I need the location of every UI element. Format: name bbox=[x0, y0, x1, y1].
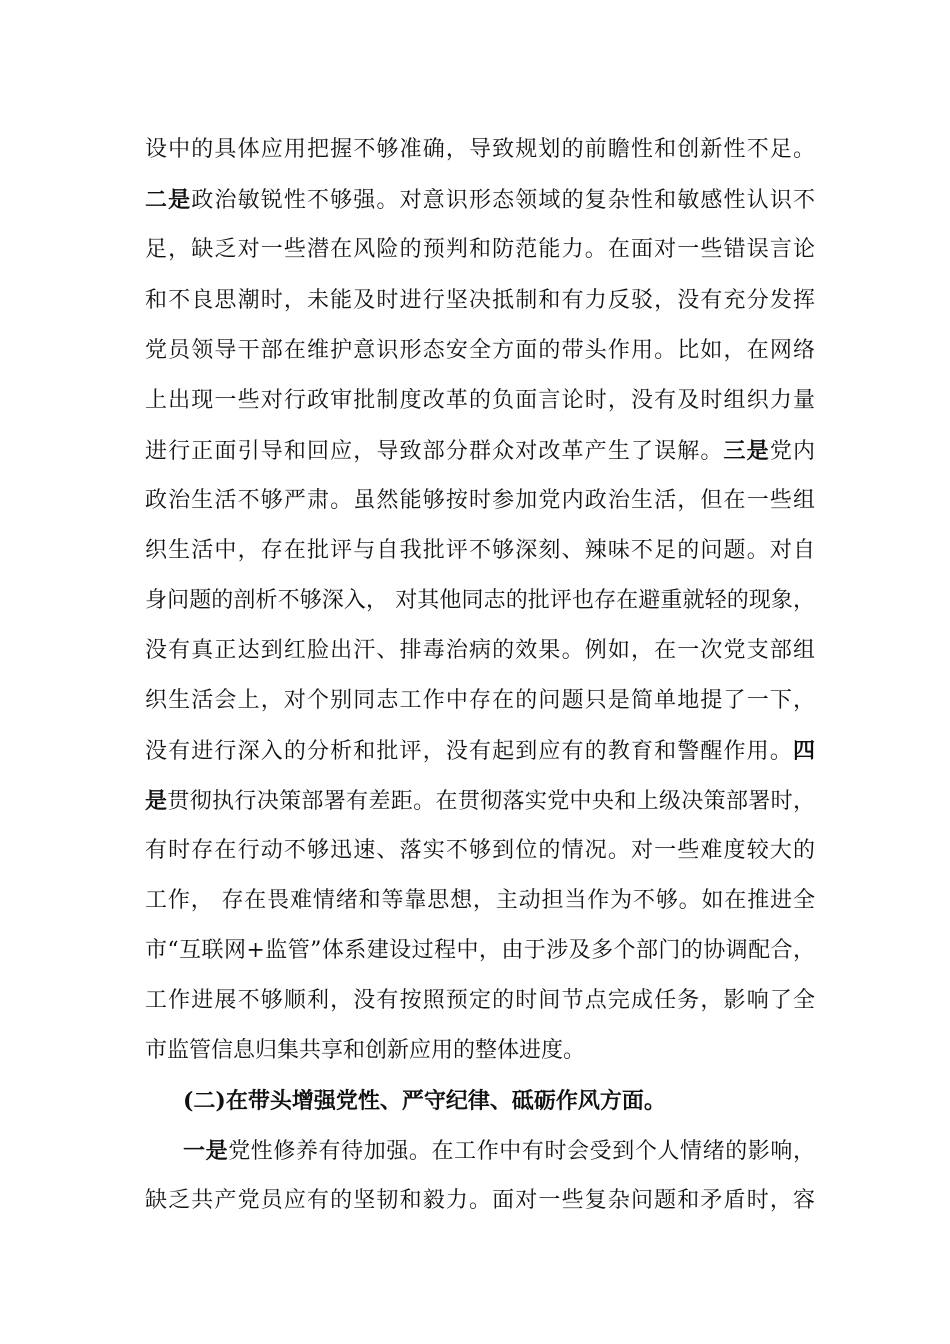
text-run: 有时存在行动不够迅速、落实不够到位的情况。对一些难度较大的 bbox=[145, 838, 815, 863]
text-line bbox=[145, 436, 815, 467]
text-line bbox=[145, 536, 815, 566]
text-line bbox=[145, 786, 815, 817]
text-run: 和不良思潮时，未能及时进行坚决抵制和有力反驳，没有充分发挥 bbox=[145, 288, 815, 313]
text-run: 没有真正达到红脸出汗、排毒治病的效果。例如，在一次党支部组 bbox=[145, 638, 815, 663]
text-run: 党性修养有待加强。在工作中有时会受到个人情绪的影响， bbox=[228, 1139, 815, 1164]
text-run: 织生活会上，对个别同志工作中存在的问题只是简单地提了一下， bbox=[145, 688, 815, 713]
text-line bbox=[145, 386, 815, 416]
text-line bbox=[145, 1186, 815, 1216]
text-run: 工作， 存在畏难情绪和等靠思想，主动担当作为不够。如在推进全 bbox=[145, 888, 815, 913]
text-line bbox=[145, 286, 815, 316]
text-line bbox=[145, 185, 815, 216]
text-run: 进行正面引导和回应，导致部分群众对改革产生了误解。 bbox=[145, 439, 724, 464]
text-line bbox=[145, 686, 815, 716]
text-run: 上出现一些对行政审批制度改革的负面言论时，没有及时组织力量 bbox=[145, 388, 815, 413]
text-line bbox=[145, 886, 815, 916]
text-run: 设中的具体应用把握不够准确，导致规划的前瞻性和创新性不足。 bbox=[145, 137, 815, 162]
text-line bbox=[145, 636, 815, 666]
text-line bbox=[145, 235, 815, 265]
text-line bbox=[145, 936, 815, 966]
bold-text-run: 三是 bbox=[723, 438, 770, 464]
text-line bbox=[145, 986, 815, 1016]
text-run: 市“互联网+监管”体系建设过程中，由于涉及多个部门的协调配合， bbox=[145, 938, 815, 963]
text-line bbox=[145, 486, 815, 516]
bold-text-run: 一是 bbox=[183, 1138, 229, 1164]
text-line bbox=[145, 1036, 815, 1066]
text-run: 没有进行深入的分析和批评，没有起到应有的教育和警醒作用。 bbox=[145, 739, 793, 764]
bold-text-run: 四 bbox=[792, 738, 815, 764]
text-run: 党员领导干部在维护意识形态安全方面的带头作用。比如，在网络 bbox=[145, 338, 815, 363]
text-line bbox=[145, 586, 815, 616]
text-line bbox=[145, 736, 815, 767]
bold-text-run: 是 bbox=[145, 788, 168, 814]
text-line bbox=[145, 836, 815, 866]
text-run: 缺乏共产党员应有的坚韧和毅力。面对一些复杂问题和矛盾时，容 bbox=[145, 1188, 815, 1213]
text-run: 政治生活不够严肃。虽然能够按时参加党内政治生活，但在一些组 bbox=[145, 488, 815, 513]
text-line bbox=[145, 336, 815, 366]
text-run: 贯彻执行决策部署有差距。在贯彻落实党中央和上级决策部署时， bbox=[167, 789, 815, 814]
text-run: 身问题的剖析不够深入， 对其他同志的批评也存在避重就轻的现象， bbox=[145, 588, 815, 613]
text-run: 政治敏锐性不够强。对意识形态领域的复杂性和敏感性认识不 bbox=[191, 188, 815, 213]
text-run: 工作进展不够顺利，没有按照预定的时间节点完成任务，影响了全 bbox=[145, 988, 815, 1013]
text-run: 织生活中，存在批评与自我批评不够深刻、辣味不足的问题。对自 bbox=[145, 538, 815, 563]
text-run: 市监管信息归集共享和创新应用的整体进度。 bbox=[145, 1038, 586, 1063]
text-line bbox=[183, 1136, 815, 1167]
text-run: 党内 bbox=[769, 439, 815, 464]
bold-text-run: 二是 bbox=[145, 187, 192, 213]
section-heading bbox=[183, 1086, 815, 1117]
text-run: 足，缺乏对一些潜在风险的预判和防范能力。在面对一些错误言论 bbox=[145, 237, 815, 262]
text-line bbox=[145, 135, 815, 165]
bold-text-run: (二)在带头增强党性、严守纪律、砥砺作风方面。 bbox=[183, 1088, 666, 1114]
